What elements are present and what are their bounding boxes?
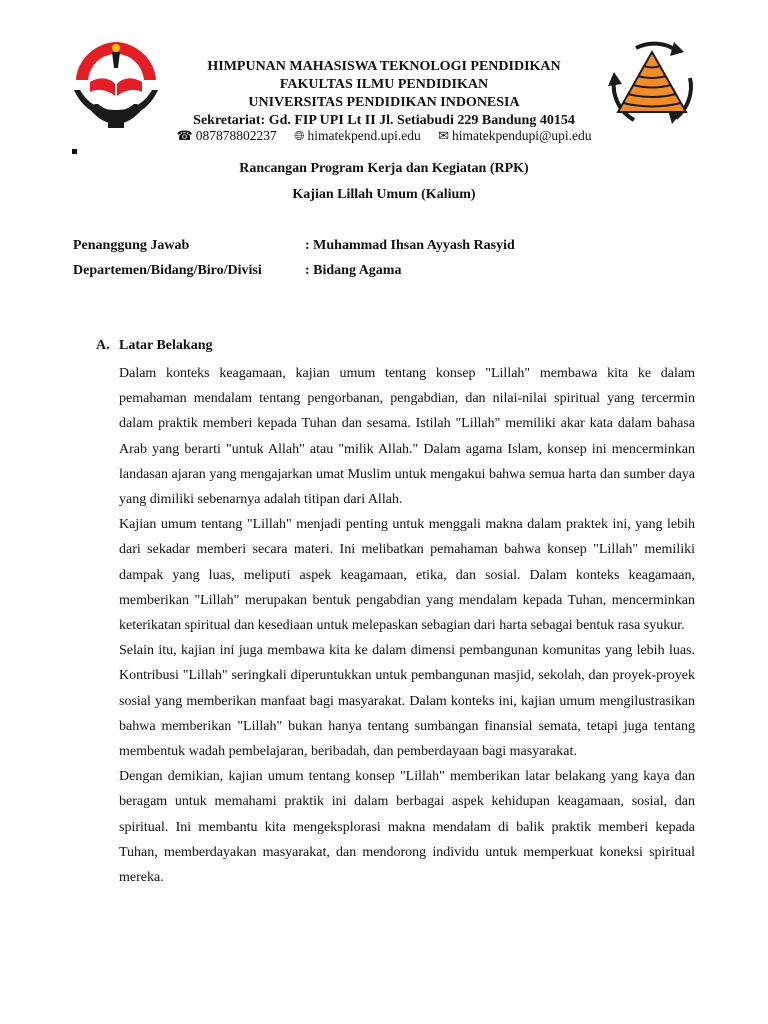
meta-label: Penanggung Jawab [73, 238, 190, 253]
meta-row-department [73, 262, 573, 280]
letterhead-organization [150, 58, 618, 130]
phone-icon: ☎ [176, 128, 193, 143]
document-title: Rancangan Program Kerja dan Kegiatan (RPK) [239, 161, 529, 176]
paragraph: Dengan demikian, kajian umum tentang konsep "Lillah" memberikan latar belakang yang kaya dan beragam untuk memahami praktik ini dalam berbagai aspek kehidupan keagamaan, sosial, dan spiritual. Ini membantu kita mengeksplorasi makna mendalam di balik praktik memberi kepada Tuhan, memberdayakan masyarakat, dan mendorong individu untuk memperkuat koneksi spiritual mereka. [119, 769, 695, 886]
himatekpend-logo-icon [606, 38, 698, 130]
contact-line [150, 127, 618, 145]
paragraph: Selain itu, kajian ini juga membawa kita ke dalam dimensi pembangunan komunitas yang lebih luas. Kontribusi "Lillah" seringkali diperuntukkan untuk pembangunan masjid, sekolah, dan proyek-proyek sosial yang memberikan manfaat bagi masyarakat. Dalam konteks ini, kajian umum mengilustrasikan bahwa memberikan "Lillah" bukan hanya tentang sumbangan finansial semata, tetapi juga tentang membentuk wadah pembelajaran, beribadah, dan pemberdayaan bagi masyarakat. [119, 643, 695, 760]
faculty-name: FAKULTAS ILMU PENDIDIKAN [279, 77, 489, 92]
paragraph: Kajian umum tentang "Lillah" menjadi penting untuk menggali makna dalam praktek ini, yang lebih dari sekadar memberi secara materi. Ini melibatkan pemahaman bahwa konsep "Lillah" memiliki dampak yang luas, meliputi aspek keagamaan, etika, dan sosial. Dalam konteks keagamaan, memberikan "Lillah" merupakan bentuk pengabdian yang mendalam kepada Tuhan, mencerminkan keterikatan spiritual dan kesediaan untuk melepaskan sebagian dari harta sebagai bentuk rasa syukur. [119, 517, 695, 634]
meta-value: : Muhammad Ihsan Ayyash Rasyid [305, 238, 515, 253]
university-name: UNIVERSITAS PENDIDIKAN INDONESIA [248, 95, 520, 110]
globe-icon: 🌐︎ [294, 128, 305, 143]
paragraph: Dalam konteks keagamaan, kajian umum tentang konsep "Lillah" membawa kita ke dalam pemahaman mendalam tentang pengorbanan, pengabdian, dan nilai-nilai spiritual yang tercermin dalam praktik memberi kepada Tuhan dan sesama. Istilah "Lillah" memiliki akar kata dalam bahasa Arab yang berarti "untuk Allah" atau "milik Allah." Dalam agama Islam, konsep ini mencerminkan landasan ajaran yang mengajarkan umat Muslim untuk mengakui bahwa semua harta dan sumber daya yang dimiliki sebenarnya adalah titipan dari Allah. [119, 366, 695, 508]
meta-label: Departemen/Bidang/Biro/Divisi [73, 263, 262, 278]
phone-number: 087878802237 [195, 128, 277, 143]
secretariat-address: Sekretariat: Gd. FIP UPI Lt II Jl. Setiabudi 229 Bandung 40154 [193, 113, 575, 128]
section-letter: A. [96, 338, 110, 353]
section-title: Latar Belakang [119, 338, 213, 353]
bullet-mark [72, 149, 77, 154]
document-subtitle: Kajian Lillah Umum (Kalium) [292, 187, 476, 202]
website-link[interactable]: himatekpend.upi.edu [307, 128, 421, 143]
section-heading [96, 337, 212, 355]
meta-value: : Bidang Agama [305, 263, 402, 278]
email-link[interactable]: himatekpendupi@upi.edu [451, 128, 592, 143]
section-body [119, 361, 695, 890]
envelope-icon: ✉ [438, 128, 449, 143]
org-name: HIMPUNAN MAHASISWA TEKNOLOGI PENDIDIKAN [207, 59, 561, 74]
meta-row-responsible [73, 237, 573, 255]
